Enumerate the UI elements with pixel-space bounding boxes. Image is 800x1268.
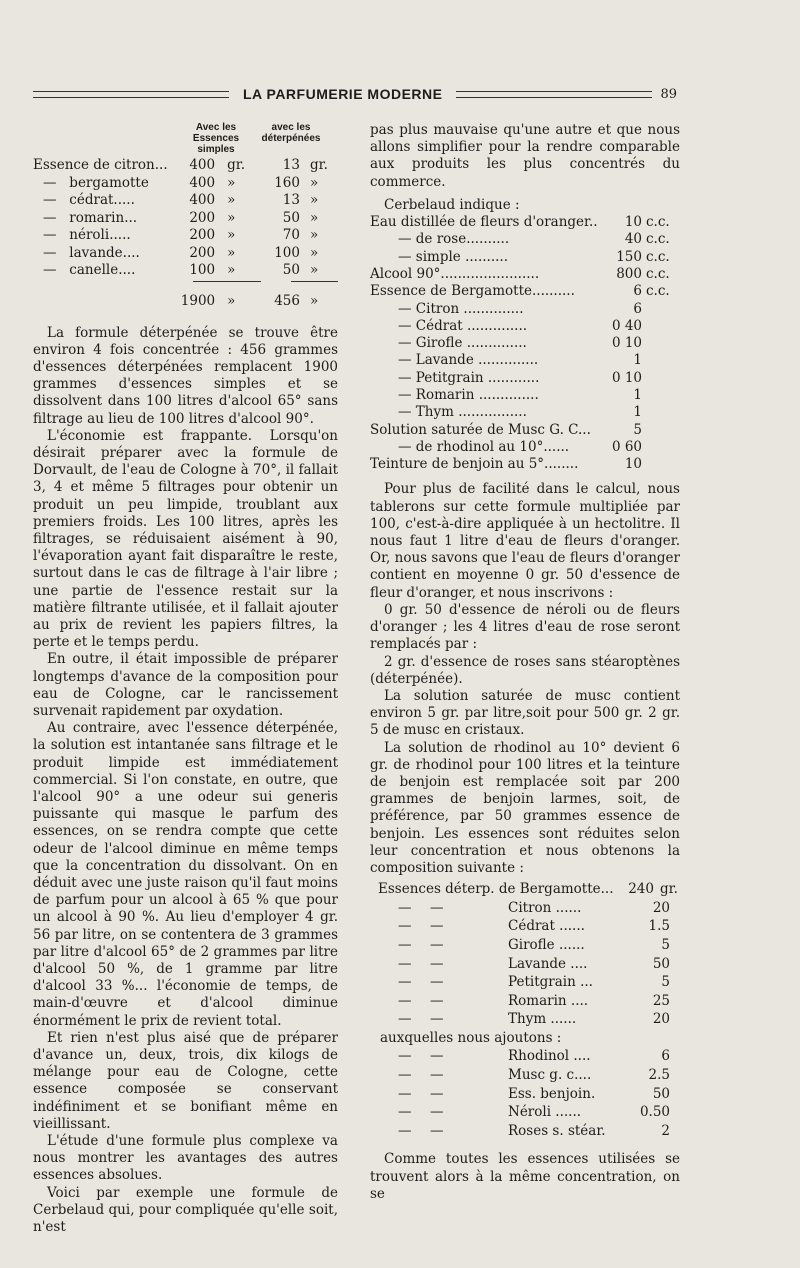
table1-name-text: néroli.....	[69, 227, 131, 243]
addition-name: Ess. benjoin.	[508, 1085, 596, 1102]
table1-v1: 200	[189, 227, 216, 243]
table1-u2: »	[309, 192, 319, 208]
recipe-name: — Romarin ..............	[398, 386, 539, 403]
ditto-dash: —	[430, 992, 444, 1009]
table1-v2: 160	[274, 174, 300, 191]
sum-rule-2	[291, 281, 338, 289]
table1-col2-header	[256, 122, 326, 155]
recipe-value: 6	[633, 283, 642, 300]
ditto-dash: —	[430, 974, 444, 991]
table1-header	[33, 122, 338, 155]
addition-value: 2	[661, 1122, 670, 1139]
recipe-name: — Girofle ..............	[398, 335, 527, 352]
table1-v2: 100	[274, 244, 300, 261]
composition-row	[370, 900, 680, 919]
paragraph: 0 gr. 50 d'essence de néroli ou de fleurs d'oranger ; les 4 litres d'eau de rose seront remplacés par :	[370, 601, 680, 653]
table1-u1: »	[227, 244, 236, 261]
ditto-dash: —	[430, 1048, 444, 1065]
table1-total-v2: 456	[274, 293, 300, 310]
header-rule-left	[33, 91, 229, 98]
table1-col1-header-line2: Essences simples	[192, 133, 240, 155]
recipe-value: 0 10	[611, 369, 642, 386]
recipe-row	[370, 387, 680, 404]
recipe-value: 5	[633, 421, 642, 438]
page-number: 89	[660, 86, 678, 102]
composition-value: 20	[652, 899, 670, 916]
table1-u2: »	[309, 227, 319, 243]
composition-value: 1.5	[648, 918, 670, 935]
composition-value: 240	[628, 881, 654, 898]
recipe-unit: c.c.	[646, 265, 670, 282]
table1-name	[33, 227, 178, 244]
ditto-dash: —	[430, 899, 444, 916]
addition-row	[370, 1086, 680, 1105]
recipe-row	[370, 249, 680, 266]
ditto-dash: —	[430, 1067, 444, 1084]
ditto-dash: —	[430, 1122, 444, 1139]
table1-sum-rules	[33, 281, 338, 289]
ditto-dash: —	[398, 1011, 412, 1028]
composition-row	[370, 918, 680, 937]
cerbelaud-label: Cerbelaud indique :	[384, 196, 520, 213]
composition-name: Romarin ....	[508, 992, 589, 1009]
table1-v1: 400	[189, 157, 216, 173]
table1-v2: 50	[282, 209, 300, 226]
table1-total-row	[33, 289, 338, 311]
ditto-dash: —	[398, 974, 412, 991]
table1-col1-header	[176, 122, 256, 155]
recipe-unit: c.c.	[646, 248, 670, 265]
ditto-dash: —	[430, 1104, 444, 1121]
paragraph: Comme toutes les essences utilisées se trouvent alors à la même concentration, on se	[370, 1151, 680, 1202]
recipe-name: Solution saturée de Musc G. C...	[370, 421, 591, 438]
table1-u2: »	[309, 209, 319, 226]
recipe-name: — de rose..........	[398, 231, 510, 248]
paragraph: L'étude d'une formule plus complexe va nous montrer les avantages des autres essences absolues.	[33, 1133, 338, 1184]
table1-name: Essence de citron...	[33, 157, 168, 173]
composition-value: 20	[652, 1011, 670, 1028]
recipe-name: — Thym ................	[398, 404, 527, 421]
recipe-row	[370, 318, 680, 335]
ditto-dash: —	[398, 1048, 412, 1065]
recipe-row	[370, 404, 680, 421]
table1-name-text: cédrat.....	[69, 192, 135, 208]
addition-value: 6	[661, 1048, 670, 1065]
paragraph: Voici par exemple une formule de Cerbelaud qui, pour compliquée qu'elle soit, n'est	[33, 1184, 338, 1236]
table1-name	[33, 245, 178, 262]
table1-name-text: canelle....	[69, 262, 136, 278]
ditto-dash: —	[430, 955, 444, 972]
recipe-name: — Citron ..............	[398, 300, 524, 317]
addition-value: 50	[652, 1085, 670, 1102]
addition-row	[370, 1067, 680, 1086]
table1-v2: 13	[282, 192, 300, 208]
table1-v2: 70	[282, 227, 300, 243]
paragraph: Et rien n'est plus aisé que de préparer d'avance un, deux, trois, dix kilogs de mélange pour eau de Cologne, cette essence composée se conservant indéfiniment et se bonifiant même en vieillissant.	[33, 1029, 338, 1132]
composition-row	[370, 974, 680, 993]
left-column	[33, 122, 338, 1236]
composition-table	[370, 881, 680, 1141]
recipe-value: 1	[633, 386, 642, 403]
composition-value: 25	[652, 992, 670, 1009]
recipe-row	[370, 231, 680, 248]
table1-name-text: romarin...	[69, 209, 138, 226]
table1-row	[33, 192, 338, 210]
ditto-dash: —	[398, 936, 412, 953]
composition-name: Cédrat ......	[508, 918, 585, 935]
composition-unit: gr.	[660, 881, 678, 898]
table1-u1: »	[227, 192, 236, 208]
table1-name-text: lavande....	[69, 244, 140, 261]
recipe-row	[370, 370, 680, 387]
table1-name	[33, 192, 178, 209]
ditto-dash: —	[398, 1085, 412, 1102]
composition-row	[370, 937, 680, 956]
recipe-name: — de rhodinol au 10°......	[398, 438, 570, 455]
ditto-dash: —	[398, 992, 412, 1009]
table1-row	[33, 157, 338, 175]
paragraph: La solution saturée de musc contient environ 5 gr. par litre,soit pour 500 gr. 2 gr. 5 de musc en cristaux.	[370, 687, 680, 739]
recipe-name: Eau distillée de fleurs d'oranger..	[370, 214, 598, 231]
ditto-dash: —	[43, 174, 57, 191]
recipe-name: — Cédrat ..............	[398, 317, 528, 334]
composition-name: Lavande ....	[508, 955, 588, 972]
ditto-dash: —	[398, 1067, 412, 1084]
ditto-dash: —	[430, 1085, 444, 1102]
table1-u2: »	[309, 174, 319, 191]
table1-u1: gr.	[227, 157, 246, 173]
recipe-row	[370, 335, 680, 352]
ditto-dash: —	[430, 1011, 444, 1028]
table1-v1: 400	[189, 174, 216, 191]
ditto-dash: —	[398, 918, 412, 935]
recipe-value: 1	[633, 404, 642, 421]
ditto-dash: —	[43, 262, 57, 278]
table1-col1-header-line1: Avec les	[195, 122, 237, 133]
addition-row	[370, 1104, 680, 1123]
composition-row	[370, 1011, 680, 1030]
table1-total-v1: 1900	[180, 293, 216, 310]
cerbelaud-recipe	[370, 214, 680, 473]
recipe-value: 0 40	[611, 317, 642, 334]
recipe-value: 6	[633, 300, 642, 317]
recipe-unit: c.c.	[646, 231, 670, 248]
ditto-dash: —	[398, 899, 412, 916]
recipe-row	[370, 283, 680, 300]
recipe-value: 0 10	[611, 335, 642, 352]
sum-rule-1	[193, 281, 261, 289]
ditto-dash: —	[430, 918, 444, 935]
recipe-name: Teinture de benjoin au 5°........	[370, 456, 579, 473]
recipe-value: 1	[633, 352, 642, 369]
table1-row	[33, 245, 338, 263]
recipe-row	[370, 214, 680, 231]
composition-value: 5	[661, 936, 670, 953]
table1-u1: »	[227, 262, 236, 278]
table1-row	[33, 227, 338, 245]
recipe-value: 40	[624, 231, 642, 248]
table1-u2: »	[309, 244, 319, 261]
paragraph-continued: pas plus mauvaise qu'une autre et que nous allons simplifier pour la rendre comparable aux produits les plus concentrés du commerce.	[370, 122, 680, 190]
composition-name: Petitgrain ...	[508, 974, 593, 991]
ditto-dash: —	[398, 1104, 412, 1121]
paragraph: Pour plus de facilité dans le calcul, nous tablerons sur cette formule multipliée par 100, c'est-à-dire appliquée à un hectolitre. Il nous faut 1 litre d'eau de fleurs d'oranger. Or, nous savons que l'eau de fleurs d'oranger contient en moyenne 0 gr. 50 d'essence de fleur d'oranger, et nous inscrivons :	[370, 481, 680, 601]
table1-u1: »	[227, 209, 236, 226]
recipe-row	[370, 301, 680, 318]
running-header	[33, 84, 677, 104]
header-rule-right	[456, 91, 652, 98]
recipe-row	[370, 422, 680, 439]
journal-title: LA PARFUMERIE MODERNE	[242, 86, 443, 102]
composition-row	[370, 956, 680, 975]
paragraph: L'économie est frappante. Lorsqu'on désirait préparer avec la formule de Dorvault, de l'eau de Cologne à 70°, il fallait 3, 4 et même 5 filtrages pour obtenir un produit un peu limpide, troublant aux premiers froids. Les 100 litres, après les filtrages, se réduisaient aisément à 90, l'évaporation ayant fait disparaître le reste, surtout dans le cas de filtrage à l'air libre ; une partie de l'essence restait sur la matière filtrante utilisée, et il fallait ajouter au prix de revient les papiers filtres, la perte et le temps perdu.	[33, 427, 338, 651]
addition-name: Néroli ......	[508, 1104, 582, 1121]
composition-name: Citron ......	[508, 899, 582, 916]
recipe-row	[370, 456, 680, 473]
table1-v1: 100	[189, 262, 216, 278]
addition-row	[370, 1048, 680, 1067]
table1-v2: 50	[282, 262, 300, 278]
ditto-dash: —	[43, 227, 57, 243]
ditto-dash: —	[43, 192, 57, 208]
addition-name: Rhodinol ....	[508, 1048, 591, 1065]
paragraph: 2 gr. d'essence de roses sans stéaroptènes (déterpénée).	[370, 653, 680, 687]
recipe-value: 800	[616, 265, 642, 282]
ditto-dash: —	[398, 955, 412, 972]
table1-col2-header-line1: avec les	[271, 122, 311, 133]
ditto-dash: —	[398, 1122, 412, 1139]
table1-row	[33, 175, 338, 193]
paragraph: La formule déterpénée se trouve être environ 4 fois concentrée : 456 grammes d'essences déterpénées remplacent 1900 grammes d'essences simples et se dissolvent dans 100 litres d'alcool 65° sans filtrage au lieu de 100 litres d'alcool 90°.	[33, 324, 338, 427]
addition-name: Musc g. c....	[508, 1067, 592, 1084]
recipe-value: 10	[624, 456, 642, 473]
table1-v1: 200	[189, 244, 216, 261]
recipe-name: — Lavande ..............	[398, 352, 539, 369]
composition-first-row	[370, 881, 680, 900]
composition-value: 5	[661, 974, 670, 991]
additions-label: auxquelles nous ajoutons :	[380, 1029, 562, 1046]
recipe-name: Essence de Bergamotte..........	[370, 283, 575, 300]
table1-v1: 200	[189, 209, 216, 226]
recipe-value: 0 60	[611, 438, 642, 455]
composition-row	[370, 993, 680, 1012]
recipe-name: Alcool 90°.......................	[370, 265, 540, 282]
recipe-value: 10	[624, 214, 642, 231]
addition-value: 0.50	[639, 1104, 670, 1121]
addition-name: Roses s. stéar.	[508, 1122, 606, 1139]
ditto-dash: —	[43, 209, 57, 226]
table1-u1: »	[227, 227, 236, 243]
table1-u2: »	[309, 262, 319, 278]
table1-name	[33, 175, 178, 192]
addition-row	[370, 1123, 680, 1142]
table1-v1: 400	[189, 192, 216, 208]
recipe-row	[370, 439, 680, 456]
recipe-unit: c.c.	[646, 214, 670, 231]
recipe-name: — Petitgrain ............	[398, 369, 540, 386]
paragraph: En outre, il était impossible de préparer longtemps d'avance de la composition pour eau de Cologne, car le rancissement survenait rapidement par oxydation.	[33, 651, 338, 719]
table1-row	[33, 210, 338, 228]
table1-row	[33, 262, 338, 280]
addition-value: 2.5	[648, 1067, 670, 1084]
composition-value: 50	[652, 955, 670, 972]
composition-name: Thym ......	[508, 1011, 577, 1028]
table1-total-u1: »	[227, 293, 236, 310]
table1-col2-header-line2: déterpénées	[261, 133, 321, 144]
recipe-value: 150	[616, 248, 642, 265]
composition-name: Girofle ......	[508, 936, 585, 953]
table1-v2: 13	[282, 157, 300, 173]
right-column	[370, 122, 680, 1203]
paragraph: La solution de rhodinol au 10° devient 6 gr. de rhodinol pour 100 litres et la teinture de benjoin est remplacée soit par 200 grammes de benjoin larmes, soit, de préférence, par 50 grammes essence de benjoin. Les essences sont réduites selon leur concentration et nous obtenons la composition suivante :	[370, 739, 680, 876]
table1-name-text: bergamotte	[69, 174, 149, 191]
paragraph: Au contraire, avec l'essence déterpénée, la solution est intantanée sans filtrage et le produit limpide est immédiatement commercial. Si l'on constate, en outre, que l'alcool 90° a une odeur sui generis puissante qui masque le parfum des essences, on se rendra compte que cette odeur de l'alcool diminue en même temps que la concentration du dissolvant. On en déduit avec une juste raison qu'il faut moins de parfum pour un alcool à 65 % que pour un alcool à 90 %. Au lieu d'employer 4 gr. 56 par litre, on se contentera de 3 grammes par litre d'alcool 65° de 2 grammes par litre d'alcool 50 %, de 1 gramme par litre d'alcool 33 %... l'économie de temps, de main-d'œuvre et d'alcool diminue énormément le prix de revient total.	[33, 720, 338, 1029]
recipe-row	[370, 352, 680, 369]
table1-name	[33, 262, 178, 279]
ditto-dash: —	[43, 244, 57, 261]
recipe-row	[370, 266, 680, 283]
ditto-dash: —	[430, 936, 444, 953]
composition-label: Essences déterp. de Bergamotte...	[378, 881, 614, 898]
table1-u1: »	[227, 174, 236, 191]
table1-u2: gr.	[309, 157, 328, 173]
table1-name	[33, 210, 178, 227]
table1-total-u2: »	[309, 293, 319, 310]
recipe-unit: c.c.	[646, 283, 670, 300]
recipe-name: — simple ..........	[398, 248, 508, 265]
